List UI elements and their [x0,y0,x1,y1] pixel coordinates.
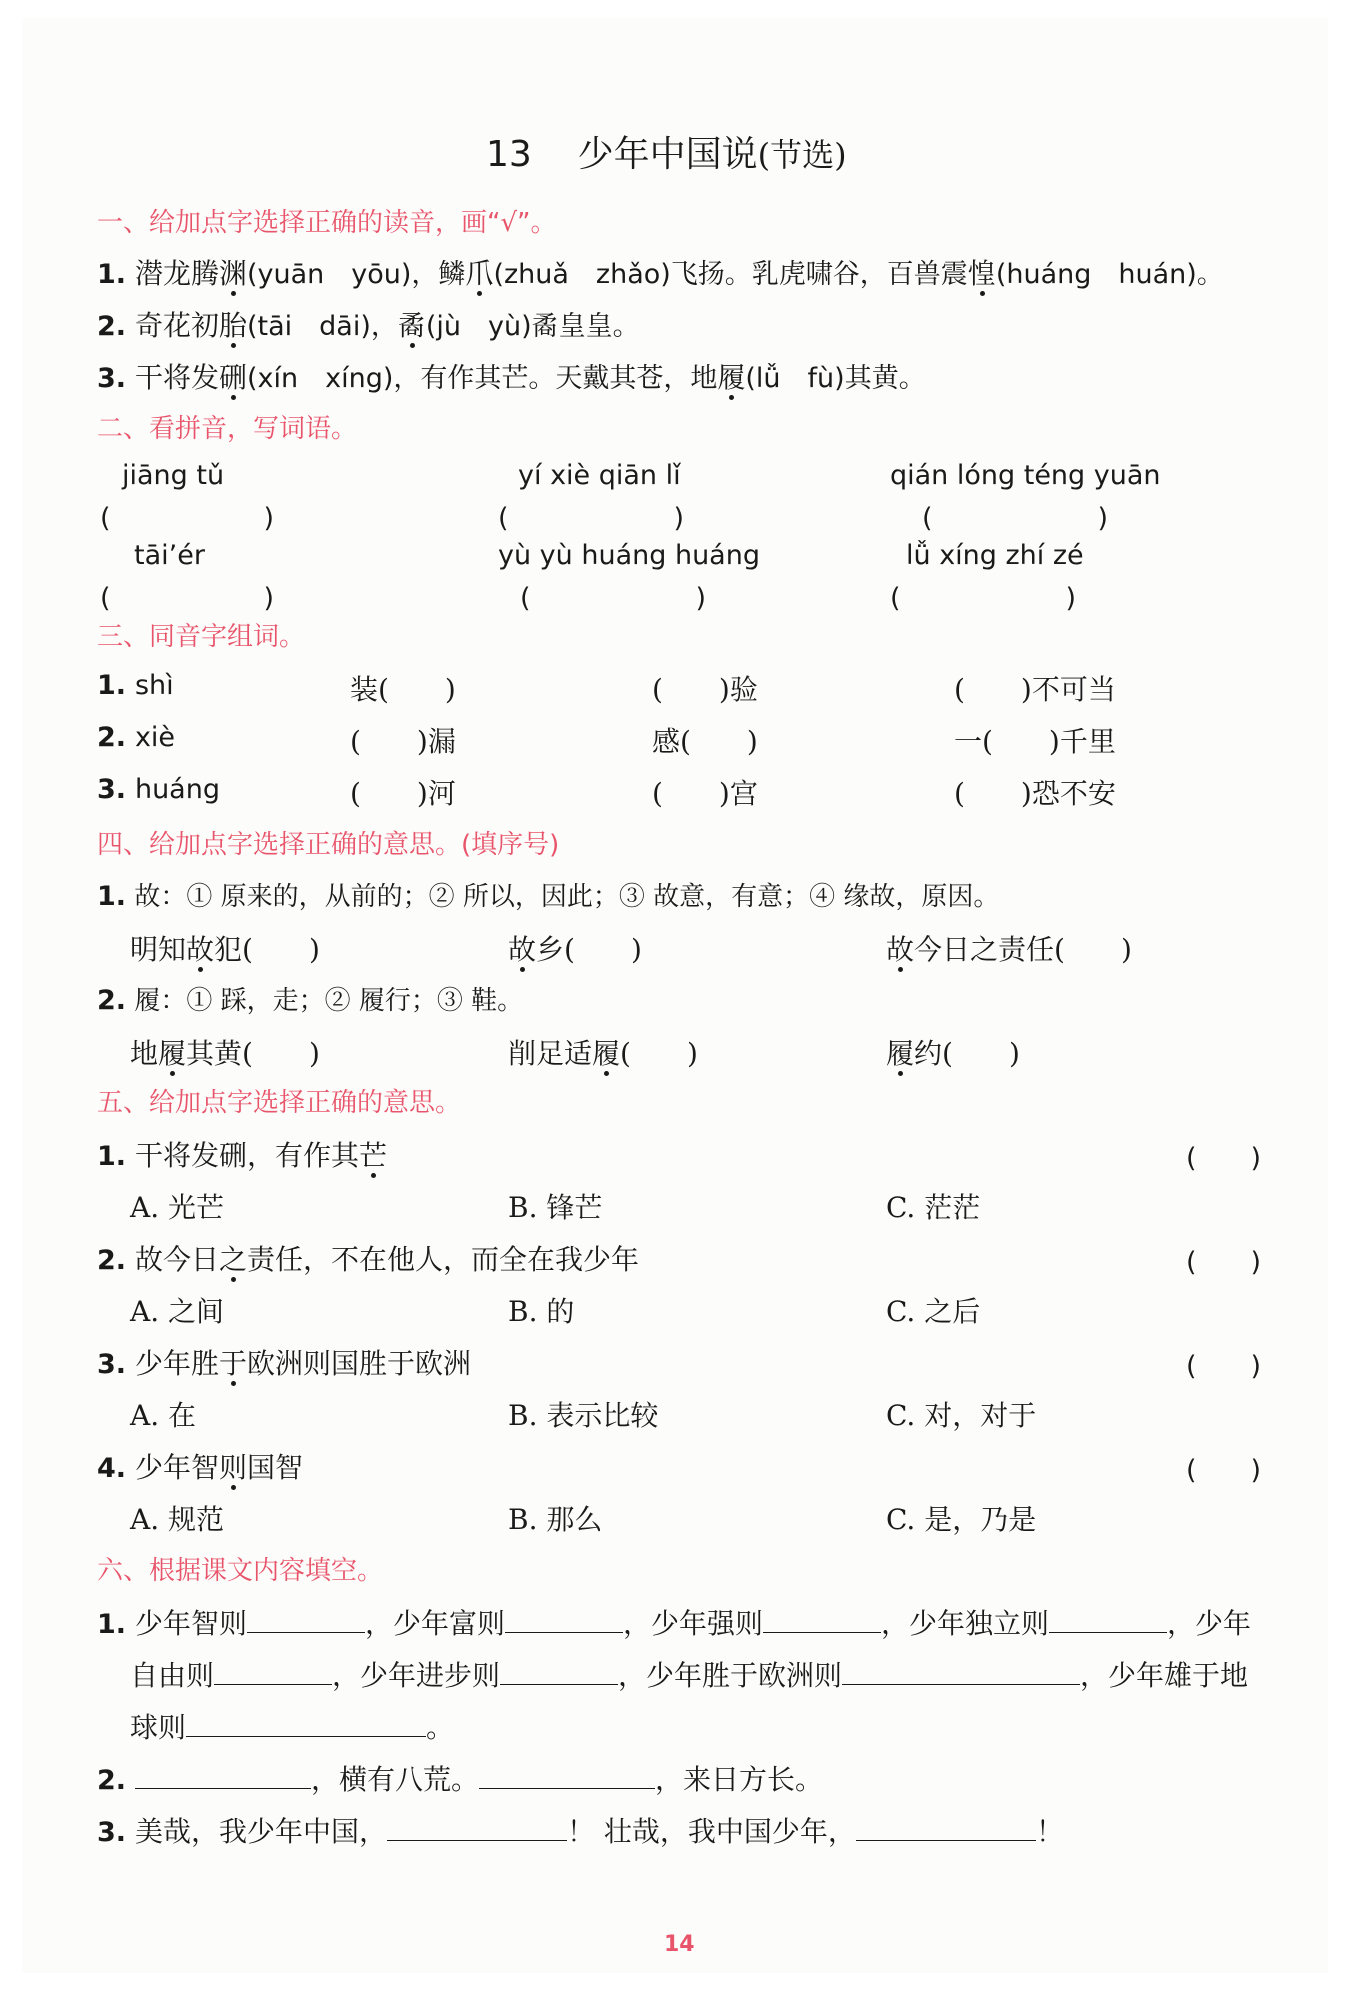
fill-blank[interactable] [214,1683,332,1685]
fill-blank[interactable] [505,1631,623,1633]
q3-row-1-item-2[interactable]: ( )验 [652,673,758,706]
q3-row-3-item-1[interactable]: ( )河 [350,777,456,810]
lesson-number: 13 [486,134,532,175]
q3-row-1: 1. shì [97,670,174,701]
pinyin-2: yí xiè qiān lǐ [518,460,681,491]
q4-word-1[interactable]: 明知故犯( ) [130,933,320,966]
q5-answer-2[interactable]: ( ) [1186,1247,1262,1278]
q4-word-5[interactable]: 削足适履( ) [508,1037,698,1070]
fill-blank[interactable] [186,1735,426,1737]
q5-1-option-b[interactable]: B. 锋芒 [508,1191,603,1224]
q5-answer-1[interactable]: ( ) [1186,1143,1262,1174]
section-2-heading: 二、看拼音，写词语。 [97,414,358,444]
answer-bracket-1[interactable]: ( ) [100,503,278,534]
q5-1-option-a[interactable]: A. 光芒 [130,1191,225,1224]
lesson-subtitle: (节选) [757,136,847,174]
q3-row-2-item-2[interactable]: 感( ) [652,725,758,758]
q3-row-2: 2. xiè [97,722,176,753]
section-6-heading: 六、根据课文内容填空。 [97,1556,384,1586]
fill-blank[interactable] [500,1683,618,1685]
q5-3-option-c[interactable]: C. 对，对于 [886,1399,1037,1432]
answer-bracket-3[interactable]: ( ) [922,503,1114,534]
answer-bracket-6[interactable]: ( ) [890,583,1082,614]
q3-row-3: 3. huáng [97,774,220,805]
fill-blank[interactable] [247,1631,365,1633]
q6-line-1: 1. 少年智则 ，少年富则 ，少年强则 ，少年独立则 ，少年 [97,1607,1252,1640]
q6-line-2: 自由则 ，少年进步则 ，少年胜于欧洲则 ，少年雄于地 [130,1659,1249,1692]
q5-4-option-a[interactable]: A. 规范 [130,1503,225,1536]
q3-row-2-item-1[interactable]: ( )漏 [350,725,456,758]
pinyin-4: tāi’ér [134,540,205,571]
q5-stem-4: 4. 少年智则国智 [97,1451,303,1484]
q6-line-4: 2. ，横有八荒。 ，来日方长。 [97,1763,823,1796]
fill-blank[interactable] [387,1839,567,1841]
q5-4-option-c[interactable]: C. 是，乃是 [886,1503,1037,1536]
section-3-heading: 三、同音字组词。 [97,622,306,652]
q3-row-3-item-2[interactable]: ( )宫 [652,777,758,810]
q4-word-4[interactable]: 地履其黄( ) [130,1037,320,1070]
answer-bracket-2[interactable]: ( ) [498,503,690,534]
answer-bracket-4[interactable]: ( ) [100,583,278,614]
section-1-heading: 一、给加点字选择正确的读音，画“√”。 [97,208,557,238]
q6-line-3: 球则 。 [130,1711,455,1744]
q5-stem-1: 1. 干将发硎，有作其芒 [97,1139,387,1172]
q5-4-option-b[interactable]: B. 那么 [508,1503,603,1536]
fill-blank[interactable] [135,1787,311,1789]
page-number: 14 [664,1932,695,1957]
q5-1-option-c[interactable]: C. 茫茫 [886,1191,981,1224]
pinyin-1: jiāng tǔ [122,460,225,491]
q5-answer-4[interactable]: ( ) [1186,1455,1262,1486]
q3-row-2-item-3[interactable]: 一( )千里 [954,725,1116,758]
q5-3-option-b[interactable]: B. 表示比较 [508,1399,659,1432]
pinyin-5: yù yù huáng huáng [498,540,760,571]
q5-answer-3[interactable]: ( ) [1186,1351,1262,1382]
fill-blank[interactable] [1049,1631,1167,1633]
answer-bracket-5[interactable]: ( ) [520,583,712,614]
fill-blank[interactable] [842,1683,1080,1685]
fill-blank[interactable] [479,1787,655,1789]
q5-2-option-c[interactable]: C. 之后 [886,1295,981,1328]
q5-2-option-b[interactable]: B. 的 [508,1295,575,1328]
pinyin-6: lǚ xíng zhí zé [906,540,1084,571]
section-5-heading: 五、给加点字选择正确的意思。 [97,1088,462,1118]
lesson-title: 少年中国说 [577,134,758,175]
q1-item-1: 1. 潜龙腾渊(yuān yōu)，鳞爪(zhuǎ zhǎo)飞扬。乳虎啸谷，百兽震惶(huáng huán)。 [97,257,1224,290]
q4-word-3[interactable]: 故今日之责任( ) [886,933,1132,966]
q1-item-3: 3. 干将发硎(xín xíng)，有作其芒。天戴其苍，地履(lǚ fù)其黄。 [97,361,926,394]
fill-blank[interactable] [763,1631,881,1633]
q3-row-1-item-1[interactable]: 装( ) [350,673,456,706]
q6-line-5: 3. 美哉，我少年中国， ！ 壮哉，我中国少年， ！ [97,1815,1064,1848]
q4-definition-1: 1. 故：① 原来的，从前的；② 所以，因此；③ 故意，有意；④ 缘故，原因。 [97,881,1000,912]
q1-item-2: 2. 奇花初胎(tāi dāi)，矞(jù yù)矞皇皇。 [97,309,640,342]
page-title [486,126,847,177]
q5-stem-3: 3. 少年胜于欧洲则国胜于欧洲 [97,1347,471,1380]
q4-word-6[interactable]: 履约( ) [886,1037,1020,1070]
q5-stem-2: 2. 故今日之责任，不在他人，而全在我少年 [97,1243,639,1276]
fill-blank[interactable] [856,1839,1036,1841]
pinyin-3: qián lóng téng yuān [890,460,1161,491]
q5-2-option-a[interactable]: A. 之间 [130,1295,225,1328]
q4-definition-2: 2. 履：① 踩，走；② 履行；③ 鞋。 [97,985,524,1016]
q3-row-1-item-3[interactable]: ( )不可当 [954,673,1116,706]
q4-word-2[interactable]: 故乡( ) [508,933,642,966]
q3-row-3-item-3[interactable]: ( )恐不安 [954,777,1116,810]
q5-3-option-a[interactable]: A. 在 [130,1399,197,1432]
section-4-heading: 四、给加点字选择正确的意思。(填序号) [97,830,560,860]
